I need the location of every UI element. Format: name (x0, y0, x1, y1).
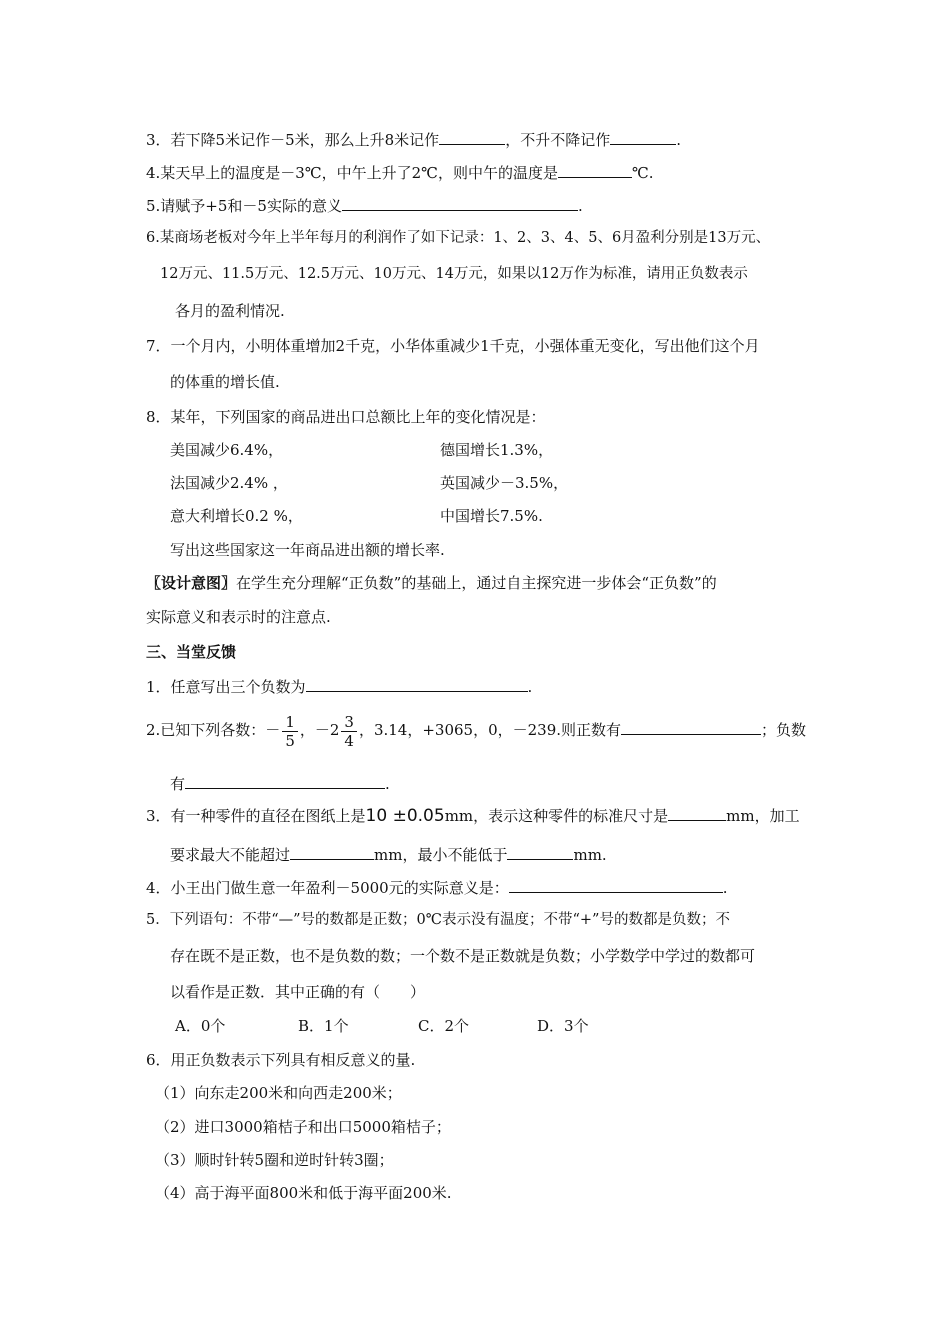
italy-change: 意大利增长0.2 %， (170, 507, 303, 525)
question-5-end: . (577, 197, 583, 215)
answer-blank[interactable] (342, 194, 578, 211)
feedback-question-2-line-2 (170, 772, 390, 794)
fraction-numerator: 1 (282, 713, 298, 732)
feedback-q4-text: 4．小王出门做生意一年盈利－5000元的实际意义是： (146, 879, 509, 897)
question-3 (146, 128, 681, 150)
feedback-q1-text: 1．任意写出三个负数为 (146, 678, 306, 696)
option-a[interactable]: A．0个 (175, 1017, 226, 1035)
feedback-question-6-item-4: （4）高于海平面800米和低于海平面200米. (155, 1184, 452, 1202)
us-change: 美国减少6.4%， (170, 441, 284, 459)
question-8-intro: 8．某年，下列国家的商品进出口总额比上年的变化情况是： (146, 408, 546, 426)
feedback-question-3 (146, 804, 800, 826)
uk-change: 英国减少－3.5%， (440, 474, 569, 492)
feedback-q2-text: 2.已知下列各数：－ (146, 721, 281, 739)
feedback-question-6-item-2: （2）进口3000箱桔子和出口5000箱桔子； (155, 1118, 451, 1136)
fraction-one-fifth (282, 713, 298, 750)
feedback-question-3-line-2 (170, 843, 607, 865)
design-intent-line-2: 实际意义和表示时的注意点. (146, 608, 331, 626)
question-4-end: ℃. (631, 164, 654, 182)
germany-change: 德国增长1.3%， (440, 441, 554, 459)
question-8-row-1 (170, 440, 554, 460)
feedback-q2-mid: ，－2 (299, 721, 340, 739)
feedback-question-5-line-1: 5．下列语句：不带“—”号的数都是正数；0℃表示没有温度；不带“+”号的数都是负数；不 (146, 912, 730, 928)
option-b[interactable]: B．1个 (298, 1017, 349, 1035)
answer-blank[interactable] (185, 772, 385, 789)
feedback-q2-line2-end: . (385, 775, 390, 793)
option-c[interactable]: C．2个 (418, 1017, 470, 1035)
design-intent-text: 在学生充分理解“正负数”的基础上，通过自主探究进一步体会“正负数”的 (236, 574, 717, 592)
feedback-q3-text: 3．有一种零件的直径在图纸上是 (146, 807, 366, 825)
answer-blank[interactable] (509, 876, 723, 893)
question-4 (146, 161, 654, 183)
option-d[interactable]: D．3个 (537, 1017, 589, 1035)
design-intent-line-1 (146, 573, 717, 593)
france-change: 法国减少2.4% ， (170, 474, 288, 492)
feedback-q1-end: . (527, 678, 533, 696)
feedback-question-4 (146, 876, 728, 898)
answer-blank[interactable] (439, 128, 505, 145)
feedback-q3-line2-text-2: mm，最小不能低于 (374, 846, 508, 864)
question-3-text: 3．若下降5米记作－5米，那么上升8米记作 (146, 131, 440, 149)
question-3-text-2: ，不升不降记作 (505, 131, 611, 149)
design-intent-label: 〖设计意图〗 (146, 574, 237, 592)
feedback-question-5-options (175, 1016, 589, 1036)
feedback-q2-line2-text: 有 (170, 775, 186, 793)
fraction-denominator: 4 (344, 731, 354, 750)
feedback-q3-line2-text: 要求最大不能超过 (170, 846, 291, 864)
answer-blank[interactable] (668, 804, 726, 821)
question-8-ask: 写出这些国家这一年商品进出额的增长率. (170, 541, 445, 559)
question-8-row-2 (170, 473, 569, 493)
question-5 (146, 194, 583, 216)
feedback-question-2 (146, 708, 806, 752)
question-5-text: 5.请赋予+5和－5实际的意义 (146, 197, 342, 215)
tolerance-expression: 10 ±0.05 (365, 806, 445, 826)
question-4-text: 4.某天早上的温度是－3℃，中午上升了2℃，则中午的温度是 (146, 164, 558, 182)
answer-blank[interactable] (290, 843, 374, 860)
answer-blank[interactable] (558, 161, 632, 178)
feedback-question-1 (146, 675, 532, 697)
question-6-line-1: 6.某商场老板对今年上半年每月的利润作了如下记录：1、2、3、4、5、6月盈利分别是13万元、 (146, 230, 771, 246)
fraction-numerator: 3 (341, 713, 357, 732)
feedback-question-5-line-3: 以看作是正数．其中正确的有（ ） (170, 983, 426, 1001)
feedback-q3-text-2: mm，表示这种零件的标准尺寸是 (444, 807, 669, 825)
feedback-q4-end: . (722, 879, 728, 897)
question-3-end: . (676, 131, 681, 149)
answer-blank[interactable] (507, 843, 573, 860)
feedback-question-6-intro: 6．用正负数表示下列具有相反意义的量. (146, 1051, 416, 1069)
question-8-row-3 (170, 506, 543, 526)
question-6-line-3: 各月的盈利情况. (175, 302, 285, 320)
section-3-heading: 三、当堂反馈 (146, 643, 237, 661)
feedback-q3-line2-end: mm. (573, 846, 607, 864)
question-7-line-2: 的体重的增长值. (170, 373, 280, 391)
question-6-line-2: 12万元、11.5万元、12.5万元、10万元、14万元，如果以12万作为标准，请用正负数表示 (160, 266, 748, 282)
answer-blank[interactable] (306, 675, 528, 692)
answer-blank[interactable] (610, 128, 676, 145)
feedback-question-6-item-3: （3）顺时针转5圈和逆时针转3圈； (155, 1151, 394, 1169)
feedback-question-5-line-2: 存在既不是正数，也不是负数的数；一个数不是正数就是负数；小学数学中学过的数都可 (170, 947, 756, 965)
answer-blank[interactable] (621, 718, 761, 735)
feedback-q3-text-3: mm，加工 (726, 807, 800, 825)
feedback-q2-text-3: ；负数 (761, 721, 807, 739)
question-7-line-1: 7．一个月内，小明体重增加2千克，小华体重减少1千克，小强体重无变化，写出他们这个月 (146, 337, 760, 355)
feedback-q2-text-2: ，3.14，+3065，0，－239.则正数有 (358, 721, 622, 739)
china-change: 中国增长7.5%. (440, 507, 543, 525)
feedback-question-6-item-1: （1）向东走200米和向西走200米； (155, 1084, 402, 1102)
fraction-denominator: 5 (285, 731, 295, 750)
fraction-three-quarters (341, 713, 357, 750)
